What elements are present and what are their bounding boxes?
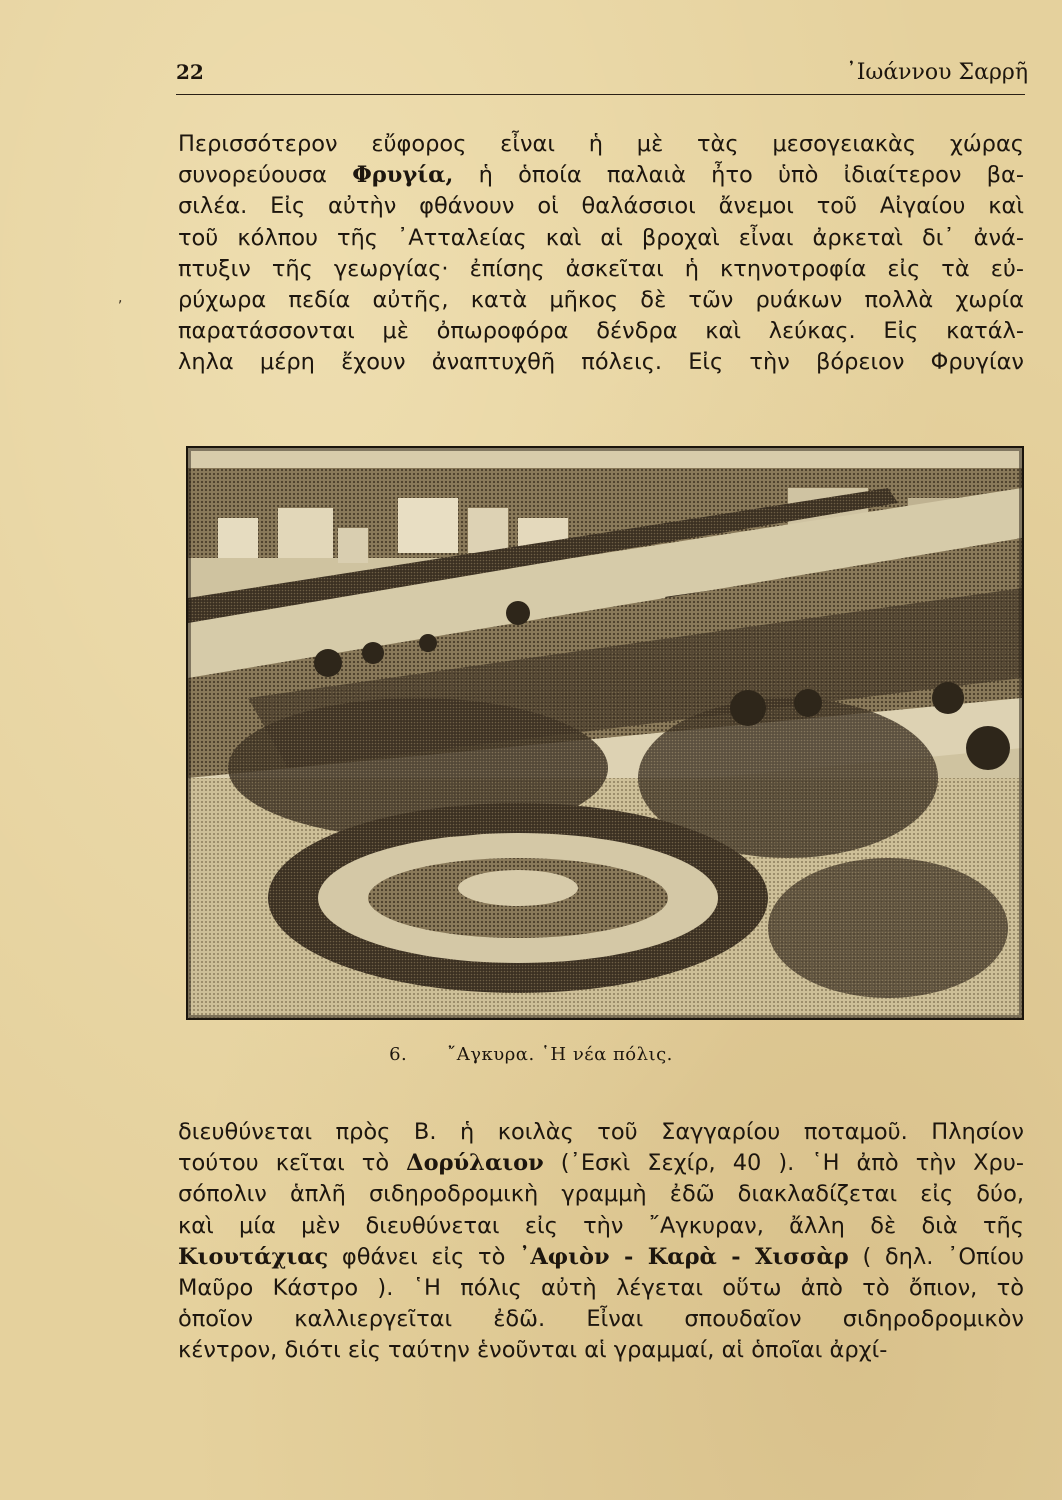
header-rule	[176, 94, 1025, 95]
bold-term-afion: ᾽Αφιὸν - Καρὰ - Χισσὰρ	[519, 1243, 849, 1270]
text-line: τούτου κεῖται τὸ Δορύλαιον (᾽Εσκὶ Σεχίρ, 40 ). ῾Η ἀπὸ τὴν Χρυ-	[178, 1150, 1024, 1177]
text-line: τοῦ κόλπου τῆς ᾽Ατταλείας καὶ αἱ βροχαὶ εἶναι ἀρκεταὶ δι᾽ ἀνά-	[178, 224, 1024, 251]
text-line: συνορεύουσα Φρυγία, ἡ ὁποία παλαιὰ ἦτο ὑπὸ ἰδιαίτερον βα-	[178, 162, 1024, 189]
text-line: κέντρον, διότι εἰς ταύτην ἑνοῦνται αἱ γραμμαί, αἱ ὁποῖαι ἀρχί-	[178, 1337, 888, 1364]
text-line: Περισσότερον εὔφορος εἶναι ἡ μὲ τὰς μεσογειακὰς χώρας	[178, 131, 1024, 157]
text-line: ρύχωρα πεδία αὐτῆς, κατὰ μῆκος δὲ τῶν ρυάκων πολλὰ χωρία	[178, 287, 1024, 314]
bold-term-phrygia: Φρυγία,	[352, 162, 454, 189]
text-line: ὁποῖον καλλιεργεῖται ἐδῶ. Εἶναι σπουδαῖον σιδηροδρομικὸν	[178, 1306, 1024, 1333]
text-line: Κιουτάχιας φθάνει εἰς τὸ ᾽Αφιὸν - Καρὰ - Χισσὰρ ( δηλ. ᾽Οπίου	[178, 1243, 1024, 1270]
bold-term-kioutachia: Κιουτάχιας	[178, 1243, 329, 1270]
running-head: ᾽Ιωάννου Σαρρῆ	[845, 60, 1028, 85]
bold-term-dorylaion: Δορύλαιον	[406, 1150, 544, 1177]
text-line: διευθύνεται πρὸς Β. ἡ κοιλὰς τοῦ Σαγγαρίου ποταμοῦ. Πλησίον	[178, 1119, 1024, 1145]
text-line: καὶ μία μὲν διευθύνεται εἰς τὴν ῎Αγκυραν, ἄλλη δὲ διὰ τῆς	[178, 1212, 1024, 1239]
text-line: ληλα μέρη ἔχουν ἀναπτυχθῆ πόλεις. Εἰς τὴν βόρειον Φρυγίαν	[178, 349, 1024, 376]
paragraph-top	[178, 129, 1024, 379]
figure-caption	[0, 1044, 1062, 1065]
text-line: σιλέα. Εἰς αὐτὴν φθάνουν οἱ θαλάσσιοι ἄνεμοι τοῦ Αἰγαίου καὶ	[178, 193, 1024, 220]
ankara-city-photo	[186, 446, 1024, 1020]
text-line: παρατάσσονται μὲ ὀπωροφόρα δένδρα καὶ λεύκας. Εἰς κατάλ-	[178, 318, 1024, 345]
paragraph-bottom	[178, 1117, 1024, 1367]
text-line: Μαῦρο Κάστρο ). ῾Η πόλις αὐτὴ λέγεται οὕτω ἀπὸ τὸ ὄπιον, τὸ	[178, 1275, 1024, 1302]
figure-caption-text: ῎Αγκυρα. ῾Η νέα πόλις.	[447, 1044, 673, 1065]
margin-mark: ,	[118, 290, 123, 306]
figure-number: 6.	[389, 1044, 408, 1065]
text-line: σόπολιν ἁπλῆ σιδηροδρομικὴ γραμμὴ ἐδῶ διακλαδίζεται εἰς δύο,	[178, 1181, 1024, 1208]
text-line: πτυξιν τῆς γεωργίας· ἐπίσης ἀσκεῖται ἡ κτηνοτροφία εἰς τὰ εὐ-	[178, 255, 1024, 282]
page-number: 22	[176, 60, 204, 84]
